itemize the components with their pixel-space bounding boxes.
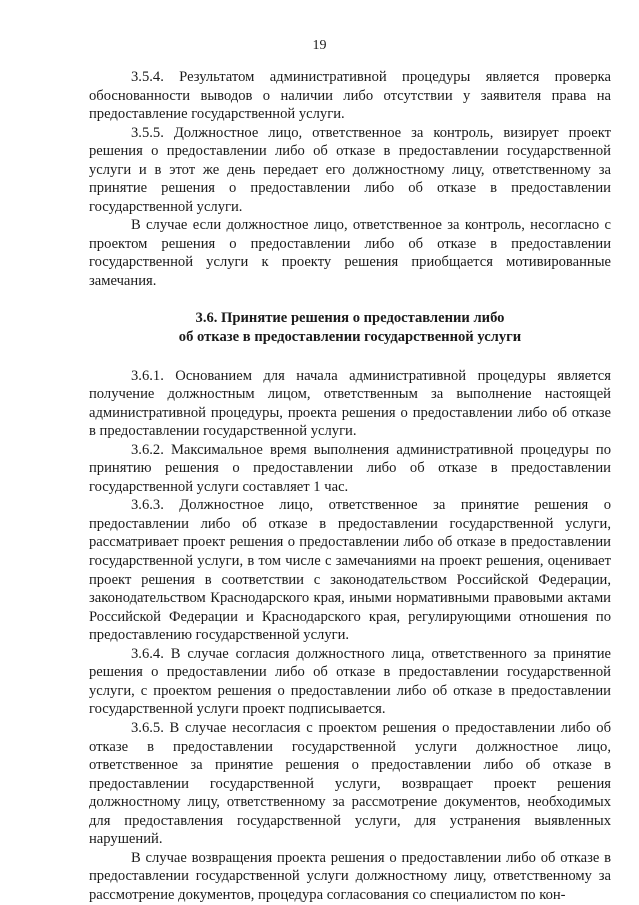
paragraph-3-6-1: 3.6.1. Основанием для начала административной процедуры является получение должностным лицом, ответственным за выполнение настоящей административной процедуры, проекта решения о предоставлении либо об отказе в предоставлении государственной услуги.: [89, 367, 611, 440]
page-number: 19: [312, 38, 327, 53]
paragraph-3-5-5: 3.5.5. Должностное лицо, ответственное за контроль, визирует проект решения о предоставлении либо об отказе в предоставлении государственной услуги и в этот же день передает его должностному лицу, ответственному за принятие решения о предоставлении либо об отказе в предоставлении государственной услуги.: [89, 124, 611, 215]
section-3-6-heading-line-1: 3.6. Принятие решения о предоставлении либо: [195, 309, 505, 326]
document-body: [89, 68, 611, 904]
paragraph-3-6-4: 3.6.4. В случае согласия должностного лица, ответственного за принятие решения о предоставлении либо об отказе в предоставлении государственной услуги, с проектом решения о предоставлении либо об отказе в предоставлении государственной услуги проект подписывается.: [89, 645, 611, 718]
paragraph-3-6-2: 3.6.2. Максимальное время выполнения административной процедуры по принятию решения о предоставлении либо об отказе в предоставлении государственной услуги составляет 1 час.: [89, 441, 611, 495]
paragraph-3-5-4: 3.5.4. Результатом административной процедуры является проверка обоснованности выводов о наличии либо отсутствии у заявителя права на предоставление государственной услуги.: [89, 69, 611, 123]
paragraph-3-6-5: 3.6.5. В случае несогласия с проектом решения о предоставлении либо об отказе в предоставлении государственной услуги должностное лицо, ответственное за принятие решения о предоставлении либо об отказе в предоставлении государственной услуги, возвращает проект решения должностному лицу, ответственному за рассмотрение документов, необходимых для предоставления государственной услуги, для устранения выявленных нарушений.: [89, 719, 611, 848]
paragraph-3-6-3: 3.6.3. Должностное лицо, ответственное за принятие решения о предоставлении либо об отказе в предоставлении государственной услуги, рассматривает проект решения о предоставлении либо об отказе в предоставлении государственной услуги, в том числе с замечаниями на проект решения, оценивает проект решения в соответствии с законодательством Российской Федерации, законодательством Краснодарского края, иными нормативными правовыми актами Российской Федерации и Краснодарского края, регулирующими отношения по предоставлению государственной услуги.: [89, 497, 611, 644]
section-3-6-heading: [89, 309, 611, 347]
section-3-6-heading-line-2: об отказе в предоставлении государственной услуги: [178, 328, 522, 345]
paragraph-3-5-disagreement: В случае если должностное лицо, ответственное за контроль, несогласно с проектом решения о предоставлении либо об отказе в предоставлении государственной услуги к проекту решения приобщается мотивированные замечания.: [89, 217, 611, 290]
paragraph-3-6-return: В случае возвращения проекта решения о предоставлении либо об отказе в предоставлении государственной услуги должностному лицу, ответственному за рассмотрение документов, процедура согласования со специалистом по кон-: [89, 849, 611, 903]
